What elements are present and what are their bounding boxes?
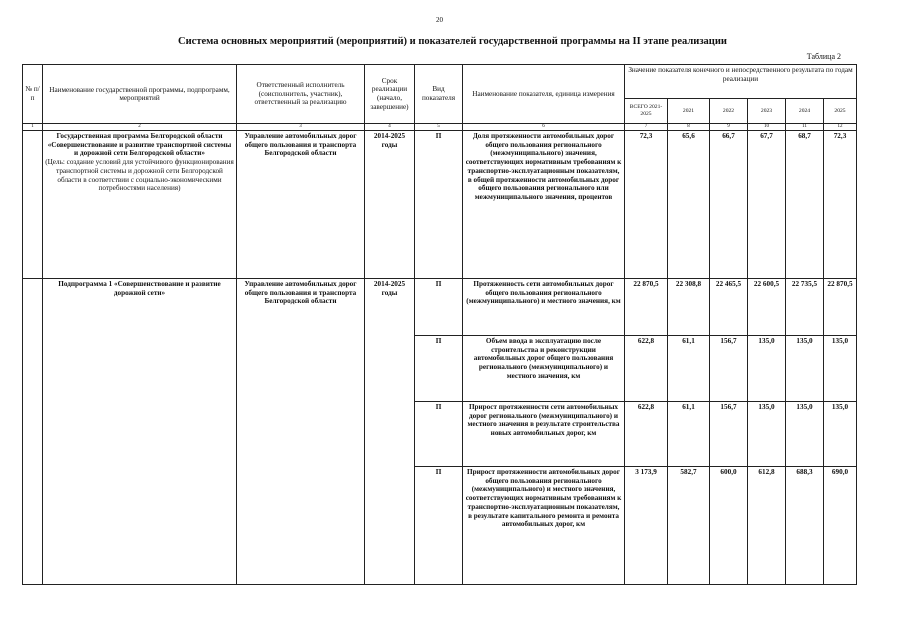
col-number: 7 — [625, 124, 668, 131]
header-values-group: Значение показателя конечного и непосредственного результата по годам реализации — [625, 65, 857, 99]
header-indicator: Наименование показателя, единица измерения — [463, 65, 625, 124]
col-number: 10 — [748, 124, 786, 131]
value-2021: 61,1 — [668, 336, 710, 402]
value-2023: 612,8 — [748, 467, 786, 585]
table-label: Таблица 2 — [806, 52, 841, 61]
header-2024: 2024 — [786, 99, 824, 124]
value-2024: 688,3 — [786, 467, 824, 585]
header-2022: 2022 — [710, 99, 748, 124]
value-2022: 600,0 — [710, 467, 748, 585]
value-2022: 156,7 — [710, 336, 748, 402]
col-number: 9 — [710, 124, 748, 131]
value-2024: 135,0 — [786, 336, 824, 402]
header-num: № п/п — [23, 65, 43, 124]
row-num-cell — [23, 131, 43, 279]
indicator-kind-cell: П — [415, 131, 463, 279]
col-number: 5 — [415, 124, 463, 131]
value-2023: 22 600,5 — [748, 279, 786, 336]
period-cell: 2014-2025 годы — [365, 279, 415, 585]
value-2025: 135,0 — [824, 336, 857, 402]
header-2021: 2021 — [668, 99, 710, 124]
value-2021: 61,1 — [668, 402, 710, 467]
program-goal-note: (Цель: создание условий для устойчивого функционирования транспортной системы и дорожной сети Белгородской области в соответствии с социально-экономическими потребностями населения) — [45, 158, 234, 193]
col-number: 2 — [43, 124, 237, 131]
value-total: 3 173,9 — [625, 467, 668, 585]
value-2023: 135,0 — [748, 402, 786, 467]
subprogram-name-cell: Подпрограмма 1 «Совершенствование и развитие дорожной сети» — [43, 279, 237, 585]
indicator-kind-cell: П — [415, 279, 463, 336]
indicator-name-cell: Прирост протяженности сети автомобильных дорог регионального (межмуниципального) и местного значения в результате строительства новых автомобильных дорог, км — [463, 402, 625, 467]
indicator-name-cell: Прирост протяженности автомобильных дорог общего пользования регионального (межмуниципального) и местного значения, соответствующих нормативным требованиям к транспортно-эксплуатационным показателям, в результате капитального ремонта и ремонта автомобильных дорог, км — [463, 467, 625, 585]
period-cell: 2014-2025 годы — [365, 131, 415, 279]
value-2023: 67,7 — [748, 131, 786, 279]
table-row — [23, 279, 857, 336]
value-2023: 135,0 — [748, 336, 786, 402]
indicator-name-cell: Объем ввода в эксплуатацию после строительства и реконструкции автомобильных дорог общего пользования регионального (межмуниципального) и местного значения, км — [463, 336, 625, 402]
value-2021: 65,6 — [668, 131, 710, 279]
value-2024: 68,7 — [786, 131, 824, 279]
indicator-kind-cell: П — [415, 402, 463, 467]
value-total: 622,8 — [625, 336, 668, 402]
header-name: Наименование государственной программы, подпрограмм, мероприятий — [43, 65, 237, 124]
value-2024: 135,0 — [786, 402, 824, 467]
value-2025: 72,3 — [824, 131, 857, 279]
col-number: 12 — [824, 124, 857, 131]
page-title: Система основных мероприятий (мероприятий) и показателей государственной программы на II этапе реализации — [178, 36, 727, 47]
responsible-cell: Управление автомобильных дорог общего пользования и транспорта Белгородской области — [237, 279, 365, 585]
value-2025: 135,0 — [824, 402, 857, 467]
row-num-cell — [23, 279, 43, 585]
value-2025: 690,0 — [824, 467, 857, 585]
value-total: 22 870,5 — [625, 279, 668, 336]
col-number: 1 — [23, 124, 43, 131]
value-2022: 156,7 — [710, 402, 748, 467]
table-row — [23, 131, 857, 279]
col-number: 6 — [463, 124, 625, 131]
header-period: Срок реализации (начало, завершение) — [365, 65, 415, 124]
value-total: 72,3 — [625, 131, 668, 279]
value-2021: 582,7 — [668, 467, 710, 585]
value-2025: 22 870,5 — [824, 279, 857, 336]
responsible-cell: Управление автомобильных дорог общего пользования и транспорта Белгородской области — [237, 131, 365, 279]
indicator-name-cell: Доля протяженности автомобильных дорог общего пользования регионального (межмуниципального) значения, соответствующих нормативным требованиям к транспортно-эксплуатационным показателям, в общей протяженности автомобильных дорог общего пользования регионального или межмуниципального значения, процентов — [463, 131, 625, 279]
header-total: ВСЕГО 2021-2025 — [625, 99, 668, 124]
col-number: 11 — [786, 124, 824, 131]
value-total: 622,8 — [625, 402, 668, 467]
col-number: 3 — [237, 124, 365, 131]
page-number: 20 — [436, 16, 443, 24]
indicator-kind-cell: П — [415, 336, 463, 402]
indicator-kind-cell: П — [415, 467, 463, 585]
value-2022: 66,7 — [710, 131, 748, 279]
indicator-name-cell: Протяженность сети автомобильных дорог общего пользования регионального (межмуниципального) и местного значения, км — [463, 279, 625, 336]
header-2023: 2023 — [748, 99, 786, 124]
indicators-table — [22, 64, 857, 585]
program-name: Государственная программа Белгородской области «Совершенствование и развитие транспортной системы и дорожной сети Белгородской области» — [47, 132, 232, 158]
header-2025: 2025 — [824, 99, 857, 124]
value-2024: 22 735,5 — [786, 279, 824, 336]
program-name-cell — [43, 131, 237, 279]
col-number: 8 — [668, 124, 710, 131]
col-number: 4 — [365, 124, 415, 131]
value-2022: 22 465,5 — [710, 279, 748, 336]
header-kind: Вид показателя — [415, 65, 463, 124]
value-2021: 22 308,8 — [668, 279, 710, 336]
header-responsible: Ответственный исполнитель (соисполнитель, участник), ответственный за реализацию — [237, 65, 365, 124]
